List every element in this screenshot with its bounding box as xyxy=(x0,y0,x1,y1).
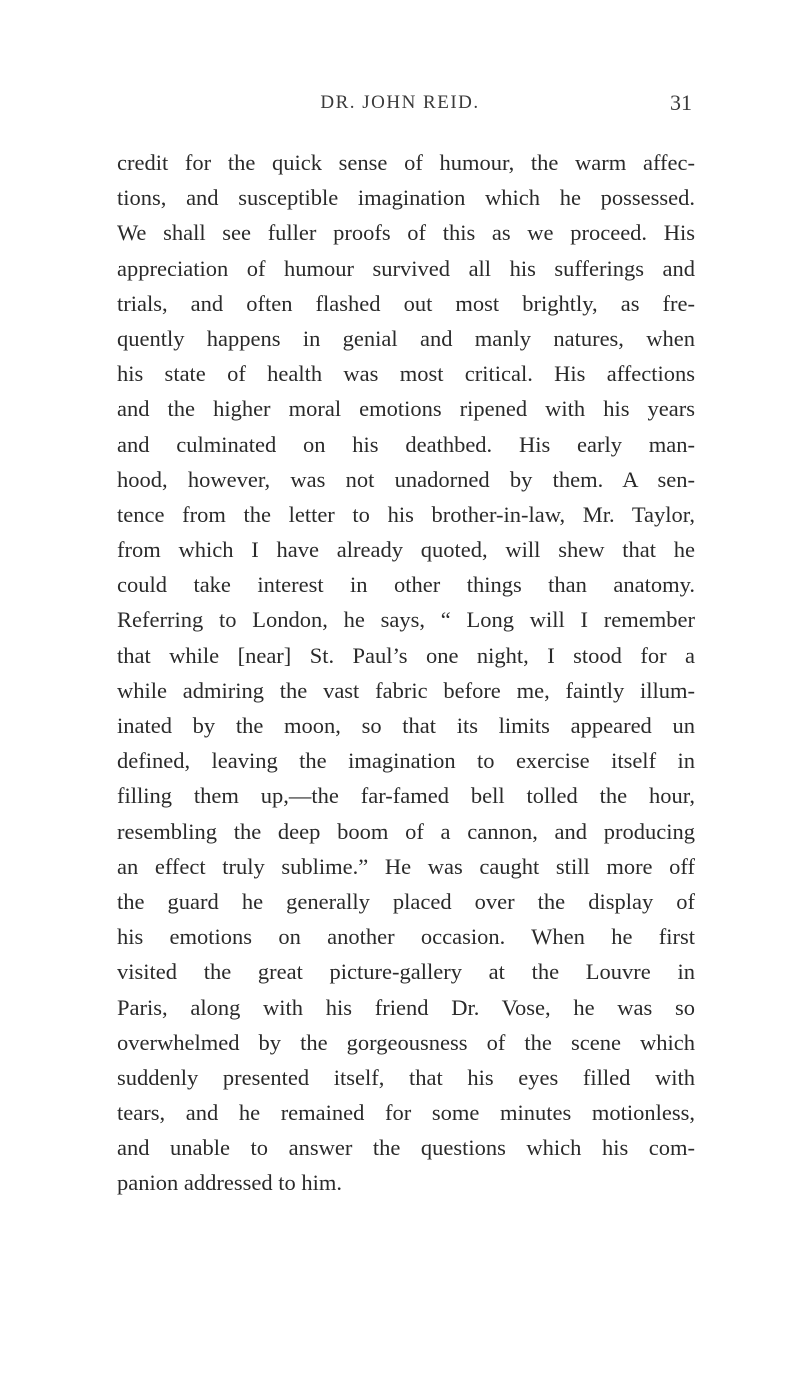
text-line: panion addressed to him. xyxy=(117,1170,342,1196)
text-line: suddenly presented itself, that his eyes filled with xyxy=(117,1064,695,1090)
text-line: appreciation of humour survived all his sufferings and xyxy=(117,255,695,281)
text-line: tence from the letter to his brother-in-law, Mr. Taylor, xyxy=(117,501,695,527)
text-line: We shall see fuller proofs of this as we proceed. His xyxy=(117,220,695,246)
text-line: from which I have already quoted, will shew that he xyxy=(117,537,695,563)
text-line: while admiring the vast fabric before me, faintly illum- xyxy=(117,677,695,703)
text-line: defined, leaving the imagination to exercise itself in xyxy=(117,748,695,774)
body-paragraph xyxy=(117,145,695,1201)
text-line: an effect truly sublime.” He was caught still more off xyxy=(117,853,695,879)
text-line: his state of health was most critical. His affections xyxy=(117,361,695,387)
text-line: and the higher moral emotions ripened with his years xyxy=(117,396,695,422)
text-line: overwhelmed by the gorgeousness of the scene which xyxy=(117,1029,695,1055)
text-line: hood, however, was not unadorned by them. A sen- xyxy=(117,466,695,492)
text-line: Paris, along with his friend Dr. Vose, he was so xyxy=(117,994,695,1020)
text-line: Referring to London, he says, “ Long will I remember xyxy=(117,607,695,633)
text-line: tears, and he remained for some minutes motionless, xyxy=(117,1100,695,1126)
text-line: visited the great picture-gallery at the Louvre in xyxy=(117,959,695,985)
page-number: 31 xyxy=(670,90,692,115)
text-line: and unable to answer the questions which his com- xyxy=(117,1135,695,1161)
text-line: the guard he generally placed over the display of xyxy=(117,888,695,914)
running-title: DR. JOHN REID. xyxy=(320,92,480,113)
text-line: trials, and often flashed out most brightly, as fre- xyxy=(117,290,695,316)
text-line: that while [near] St. Paul’s one night, I stood for a xyxy=(117,642,695,668)
running-head xyxy=(0,92,800,122)
text-line: inated by the moon, so that its limits appeared un xyxy=(117,713,695,738)
text-line: could take interest in other things than anatomy. xyxy=(117,572,695,598)
text-line: tions, and susceptible imagination which he possessed. xyxy=(117,185,695,211)
text-line: and culminated on his deathbed. His early man- xyxy=(117,431,695,457)
text-line: filling them up,—the far-famed bell tolled the hour, xyxy=(117,783,695,809)
text-line: resembling the deep boom of a cannon, and producing xyxy=(117,818,695,844)
text-line: credit for the quick sense of humour, the warm affec- xyxy=(117,150,695,175)
text-line: quently happens in genial and manly natures, when xyxy=(117,325,695,351)
text-line: his emotions on another occasion. When he first xyxy=(117,924,695,950)
